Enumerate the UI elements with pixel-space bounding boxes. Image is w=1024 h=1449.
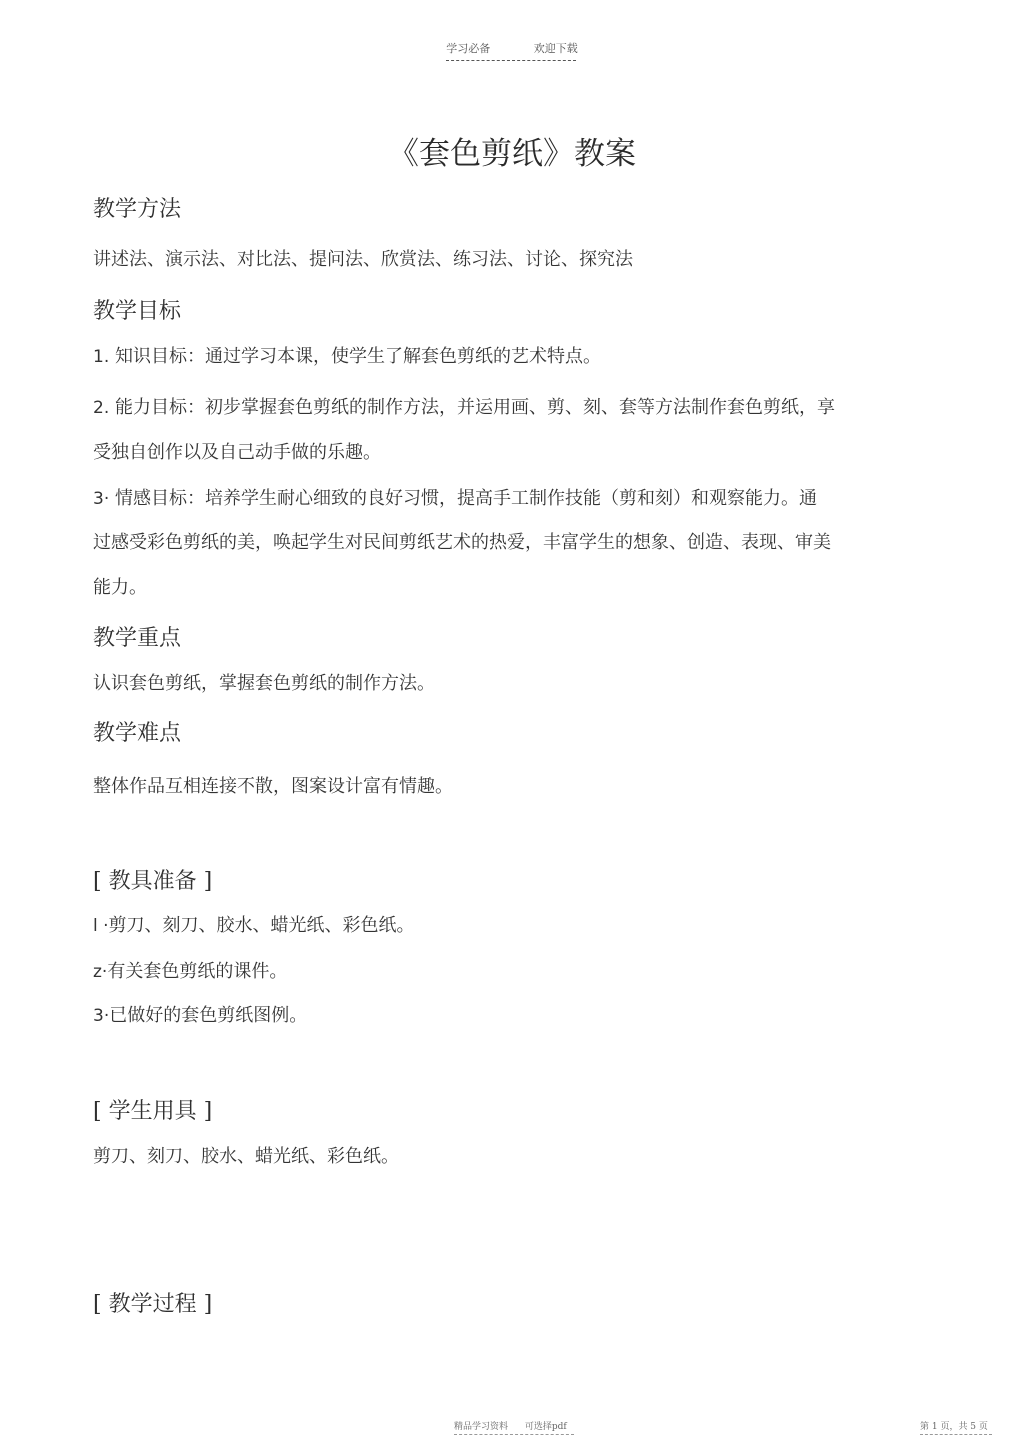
teacher-tool-item-1-number: l · [93,916,109,936]
document-title: 《套色剪纸》教案 [388,136,636,172]
section-heading-process: [ 教学过程 ] [93,1292,213,1317]
section-heading-goals: 教学目标 [93,299,182,324]
key-points-text: 认识套色剪纸，掌握套色剪纸的制作方法。 [93,673,435,694]
teacher-tool-item-2-text: 有关套色剪纸的课件。 [107,961,288,982]
difficulties-text: 整体作品互相连接不散，图案设计富有情趣。 [93,776,453,797]
goal-item-3-line-2: 过感受彩色剪纸的美，唤起学生对民间剪纸艺术的热爱，丰富学生的想象、创造、表现、审美 [93,532,831,553]
teacher-tool-item-3-text: 已做好的套色剪纸图例。 [109,1005,308,1026]
goal-item-3-line-3: 能力。 [93,577,147,598]
teacher-tool-item-3-number: 3· [93,1006,110,1026]
section-heading-teacher-tools: [ 教具准备 ] [93,869,213,894]
teacher-tool-item-1-text: 剪刀、刻刀、胶水、蜡光纸、彩色纸。 [108,915,415,936]
methods-text: 讲述法、演示法、对比法、提问法、欣赏法、练习法、讨论、探究法 [93,249,633,270]
page-number: 第 1 页，共 5 页 [920,1422,988,1432]
teacher-tool-item-2-number: z· [93,962,108,982]
footer-dashed-rule-left [454,1434,574,1435]
section-heading-difficulties: 教学难点 [93,721,182,746]
teacher-tool-item-1 [93,911,415,937]
goal-item-3-line-1 [93,484,817,510]
footer-left-text-2: 可选择pdf [524,1422,567,1432]
section-heading-key-points: 教学重点 [93,626,182,651]
goal-item-2-number: 2. [93,398,110,418]
page-header [0,40,1024,56]
goal-item-3-text: 情感目标：培养学生耐心细致的良好习惯，提高手工制作技能（剪和刻）和观察能力。通 [114,488,817,509]
page-footer-left [454,1419,581,1432]
goal-item-1 [93,342,601,368]
footer-left-text-1: 精品学习资料 [454,1422,509,1432]
goal-item-1-text: 知识目标：通过学习本课，使学生了解套色剪纸的艺术特点。 [114,346,601,367]
footer-dashed-rule-right [920,1434,992,1435]
goal-item-2-line-1 [93,393,835,419]
header-dashed-rule [446,60,576,61]
goal-item-3-number: 3· [93,489,110,509]
goal-item-2-text: 能力目标：初步掌握套色剪纸的制作方法，并运用画、剪、刻、套等方法制作套色剪纸，享 [114,397,835,418]
student-tools-text: 剪刀、刻刀、胶水、蜡光纸、彩色纸。 [93,1146,399,1167]
section-heading-methods: 教学方法 [93,197,182,222]
header-left-text: 学习必备 [446,42,491,55]
goal-item-2-line-2: 受独自创作以及自己动手做的乐趣。 [93,442,381,463]
section-heading-student-tools: [ 学生用具 ] [93,1099,213,1124]
goal-item-1-number: 1. [93,347,110,367]
teacher-tool-item-3 [93,1001,307,1027]
header-right-text: 欢迎下载 [533,42,578,55]
teacher-tool-item-2 [93,957,287,983]
